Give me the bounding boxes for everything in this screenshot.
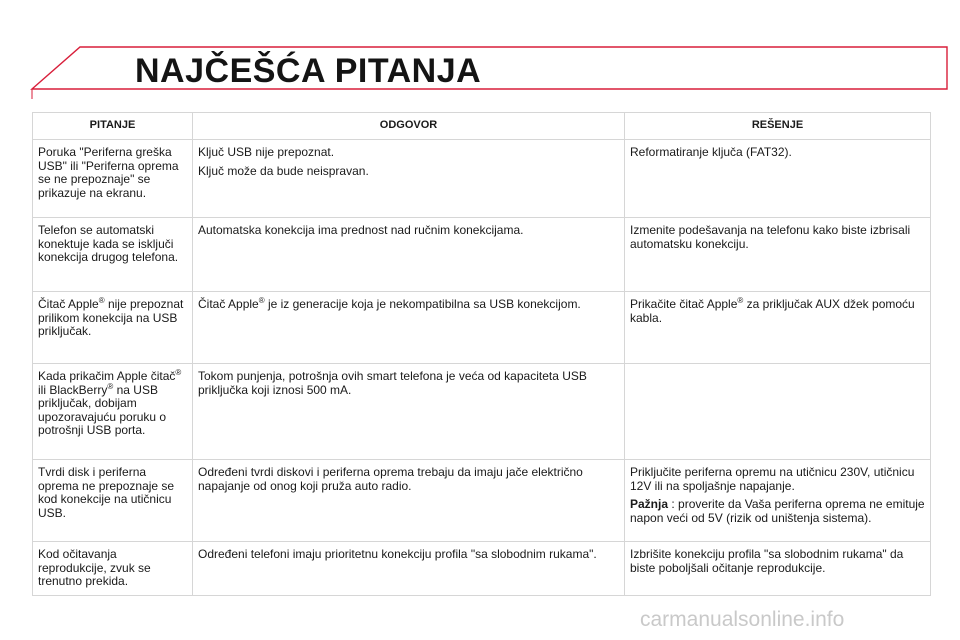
answer-text: Ključ može da bude neispravan.: [198, 163, 369, 178]
solution-cell: [625, 218, 931, 292]
question-cell: [33, 542, 193, 596]
question-text: Kod očitavanja reprodukcije, zvuk se trenutno prekida.: [38, 547, 151, 588]
answer-cell: [193, 140, 625, 218]
registered-mark: ®: [107, 381, 114, 391]
answer-text: Određeni tvrdi diskovi i periferna oprema trebaju da imaju jače električno napajanje od onog koji pruža auto radio.: [198, 465, 583, 493]
table-row: [33, 364, 931, 460]
question-cell: [33, 218, 193, 292]
table-row: [33, 218, 931, 292]
table-row: [33, 140, 931, 218]
answer-text: Određeni telefoni imaju prioritetnu konekciju profila "sa slobodnim rukama".: [198, 547, 597, 561]
solution-note: Pažnja : proverite da Vaša periferna oprema ne emituje napon veći od 5V (rizik od uništenja sistema).: [630, 497, 925, 525]
answer-text: Čitač Apple® je iz generacije koja je nekompatibilna sa USB konekcijom.: [198, 296, 581, 311]
solution-text: Prikačite čitač Apple® za priključak AUX džek pomoću kabla.: [630, 296, 915, 325]
faq-table: [32, 112, 931, 596]
answer-cell: [193, 292, 625, 364]
column-header-solution: REŠENJE: [625, 113, 931, 140]
table-header-row: [33, 113, 931, 140]
solution-cell: [625, 542, 931, 596]
answer-cell: [193, 218, 625, 292]
question-cell: [33, 364, 193, 460]
registered-mark: ®: [98, 296, 105, 305]
solution-text: Priključite periferna opremu na utičnicu 230V, utičnicu 12V ili na spoljašnje napajanje.: [630, 465, 915, 493]
solution-cell: [625, 460, 931, 542]
answer-text: Tokom punjenja, potrošnja ovih smart telefona je veća od kapaciteta USB priključka koji iznosi 500 mA.: [198, 369, 587, 397]
answer-cell: [193, 460, 625, 542]
answer-cell: [193, 542, 625, 596]
question-cell: [33, 460, 193, 542]
solution-cell: [625, 140, 931, 218]
column-header-question: PITANJE: [33, 113, 193, 140]
registered-mark: ®: [737, 296, 744, 305]
question-text: Čitač Apple® nije prepoznat prilikom konekcija na USB priključak.: [38, 296, 184, 338]
solution-text: Izmenite podešavanja na telefonu kako biste izbrisali automatsku konekciju.: [630, 223, 911, 251]
question-text: Kada prikačim Apple čitač® ili BlackBerry® na USB priključak, dobijam upozoravajuću poruku o potrošnji USB porta.: [38, 368, 182, 437]
table-row: [33, 460, 931, 542]
page-title: NAJČEŠĆA PITANJA: [135, 52, 482, 90]
answer-cell: [193, 364, 625, 460]
table-row: [33, 542, 931, 596]
question-text: Telefon se automatski konektuje kada se isključi konekcija drugog telefona.: [38, 223, 179, 264]
question-text: Poruka "Periferna greška USB" ili "Periferna oprema se ne prepoznaje" se prikazuje na ekranu.: [38, 145, 179, 200]
solution-cell: [625, 364, 931, 460]
solution-text: Izbrišite konekciju profila "sa slobodnim rukama" da biste poboljšali očitanje reprodukcije.: [630, 547, 904, 575]
question-cell: [33, 292, 193, 364]
solution-cell: [625, 292, 931, 364]
table-row: [33, 292, 931, 364]
answer-text: Ključ USB nije prepoznat.: [198, 145, 335, 159]
question-cell: [33, 140, 193, 218]
answer-text: Automatska konekcija ima prednost nad ručnim konekcijama.: [198, 223, 524, 237]
registered-mark: ®: [175, 368, 182, 377]
solution-text: Reformatiranje ključa (FAT32).: [630, 145, 792, 159]
question-text: Tvrdi disk i periferna oprema ne prepoznaje se kod konekcije na utičnicu USB.: [38, 465, 175, 520]
registered-mark: ®: [258, 296, 265, 305]
watermark: carmanualsonline.info: [640, 608, 845, 631]
note-label: Pažnja: [630, 497, 669, 511]
column-header-answer: ODGOVOR: [193, 113, 625, 140]
